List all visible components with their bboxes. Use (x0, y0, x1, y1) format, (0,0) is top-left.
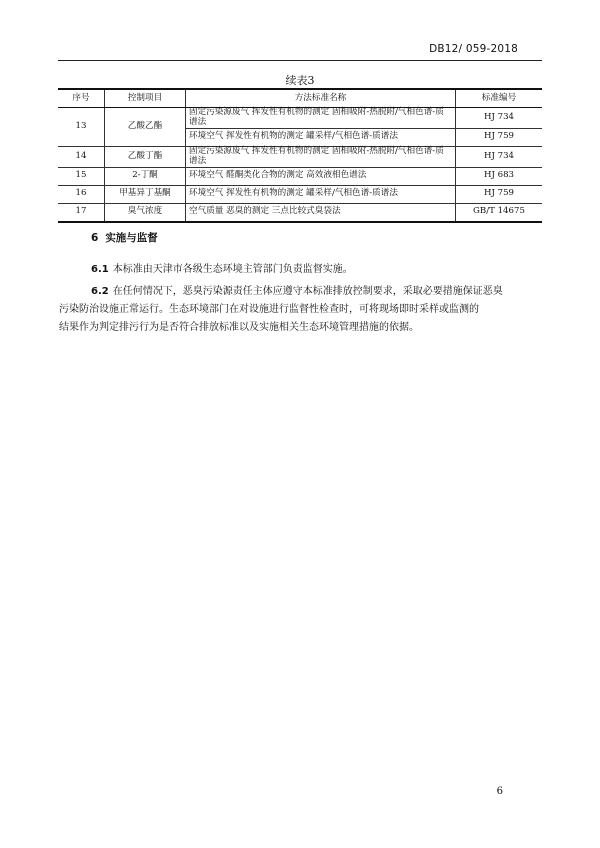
table-header-row (58, 89, 542, 108)
table-row (58, 185, 542, 203)
standard-code: HJ 683 (456, 167, 543, 185)
standard-code: HJ 734 (456, 108, 543, 129)
standard-code: HJ 759 (456, 185, 543, 203)
paragraph-line: 结果作为判定排污行为是否符合排放标准以及实施相关生态环境管理措施的依据。 (59, 322, 419, 333)
table-row (58, 203, 542, 222)
table-row (58, 108, 542, 129)
table-row (58, 167, 542, 185)
paragraph-number: 6.2 (91, 286, 109, 297)
column-header-item: 控制项目 (105, 89, 186, 108)
column-header-method: 方法标准名称 (186, 89, 456, 108)
method-name: 固定污染源废气 挥发性有机物的测定 固相吸附-热脱附/气相色谱-质谱法 (186, 146, 456, 167)
method-name: 固定污染源废气 挥发性有机物的测定 固相吸附-热脱附/气相色谱-质谱法 (186, 108, 456, 129)
table-caption: 续表3 (285, 74, 315, 87)
control-item: 2-丁酮 (105, 167, 186, 185)
paragraph-line (91, 261, 521, 279)
control-item: 乙酸丁酯 (105, 146, 186, 167)
paragraph-number: 6.1 (91, 264, 109, 275)
control-item: 甲基异丁基酮 (105, 185, 186, 203)
column-header-std: 标准编号 (456, 89, 543, 108)
standard-code: HJ 734 (456, 146, 543, 167)
control-item: 乙酸乙酯 (105, 108, 186, 147)
paragraph-6-1 (91, 261, 521, 279)
method-name: 环境空气 挥发性有机物的测定 罐采样/气相色谱-质谱法 (186, 185, 456, 203)
paragraph-line: 污染防治设施正常运行。生态环境部门在对设施进行监督性检查时，可将现场即时采样或监测的 (59, 304, 479, 315)
paragraph-text: 本标准由天津市各级生态环境主管部门负责监督实施。 (112, 264, 353, 275)
control-item: 臭气浓度 (105, 203, 186, 222)
page-number: 6 (496, 786, 503, 797)
methods-table (58, 88, 542, 223)
standard-code: HJ 759 (456, 128, 543, 146)
paragraph-text: 在任何情况下，恶臭污染源责任主体应遵守本标准排放控制要求，采取必要措施保证恶臭 (112, 286, 503, 297)
section-title-text: 实施与监督 (105, 232, 158, 244)
row-number: 13 (58, 108, 105, 147)
row-number: 14 (58, 146, 105, 167)
row-number: 15 (58, 167, 105, 185)
header-rule (58, 60, 542, 61)
method-name: 空气质量 恶臭的测定 三点比较式臭袋法 (186, 203, 456, 222)
section-number: 6 (91, 232, 99, 244)
column-header-no: 序号 (58, 89, 105, 108)
method-name: 环境空气 醛酮类化合物的测定 高效液相色谱法 (186, 167, 456, 185)
paragraph-line (91, 283, 521, 301)
row-number: 16 (58, 185, 105, 203)
standard-code: GB/T 14675 (456, 203, 543, 222)
table-row (58, 146, 542, 167)
document-code: DB12/ 059-2018 (429, 43, 518, 55)
method-name: 环境空气 挥发性有机物的测定 罐采样/气相色谱-质谱法 (186, 128, 456, 146)
paragraph-6-2 (59, 283, 521, 337)
row-number: 17 (58, 203, 105, 222)
section-heading (91, 230, 158, 245)
